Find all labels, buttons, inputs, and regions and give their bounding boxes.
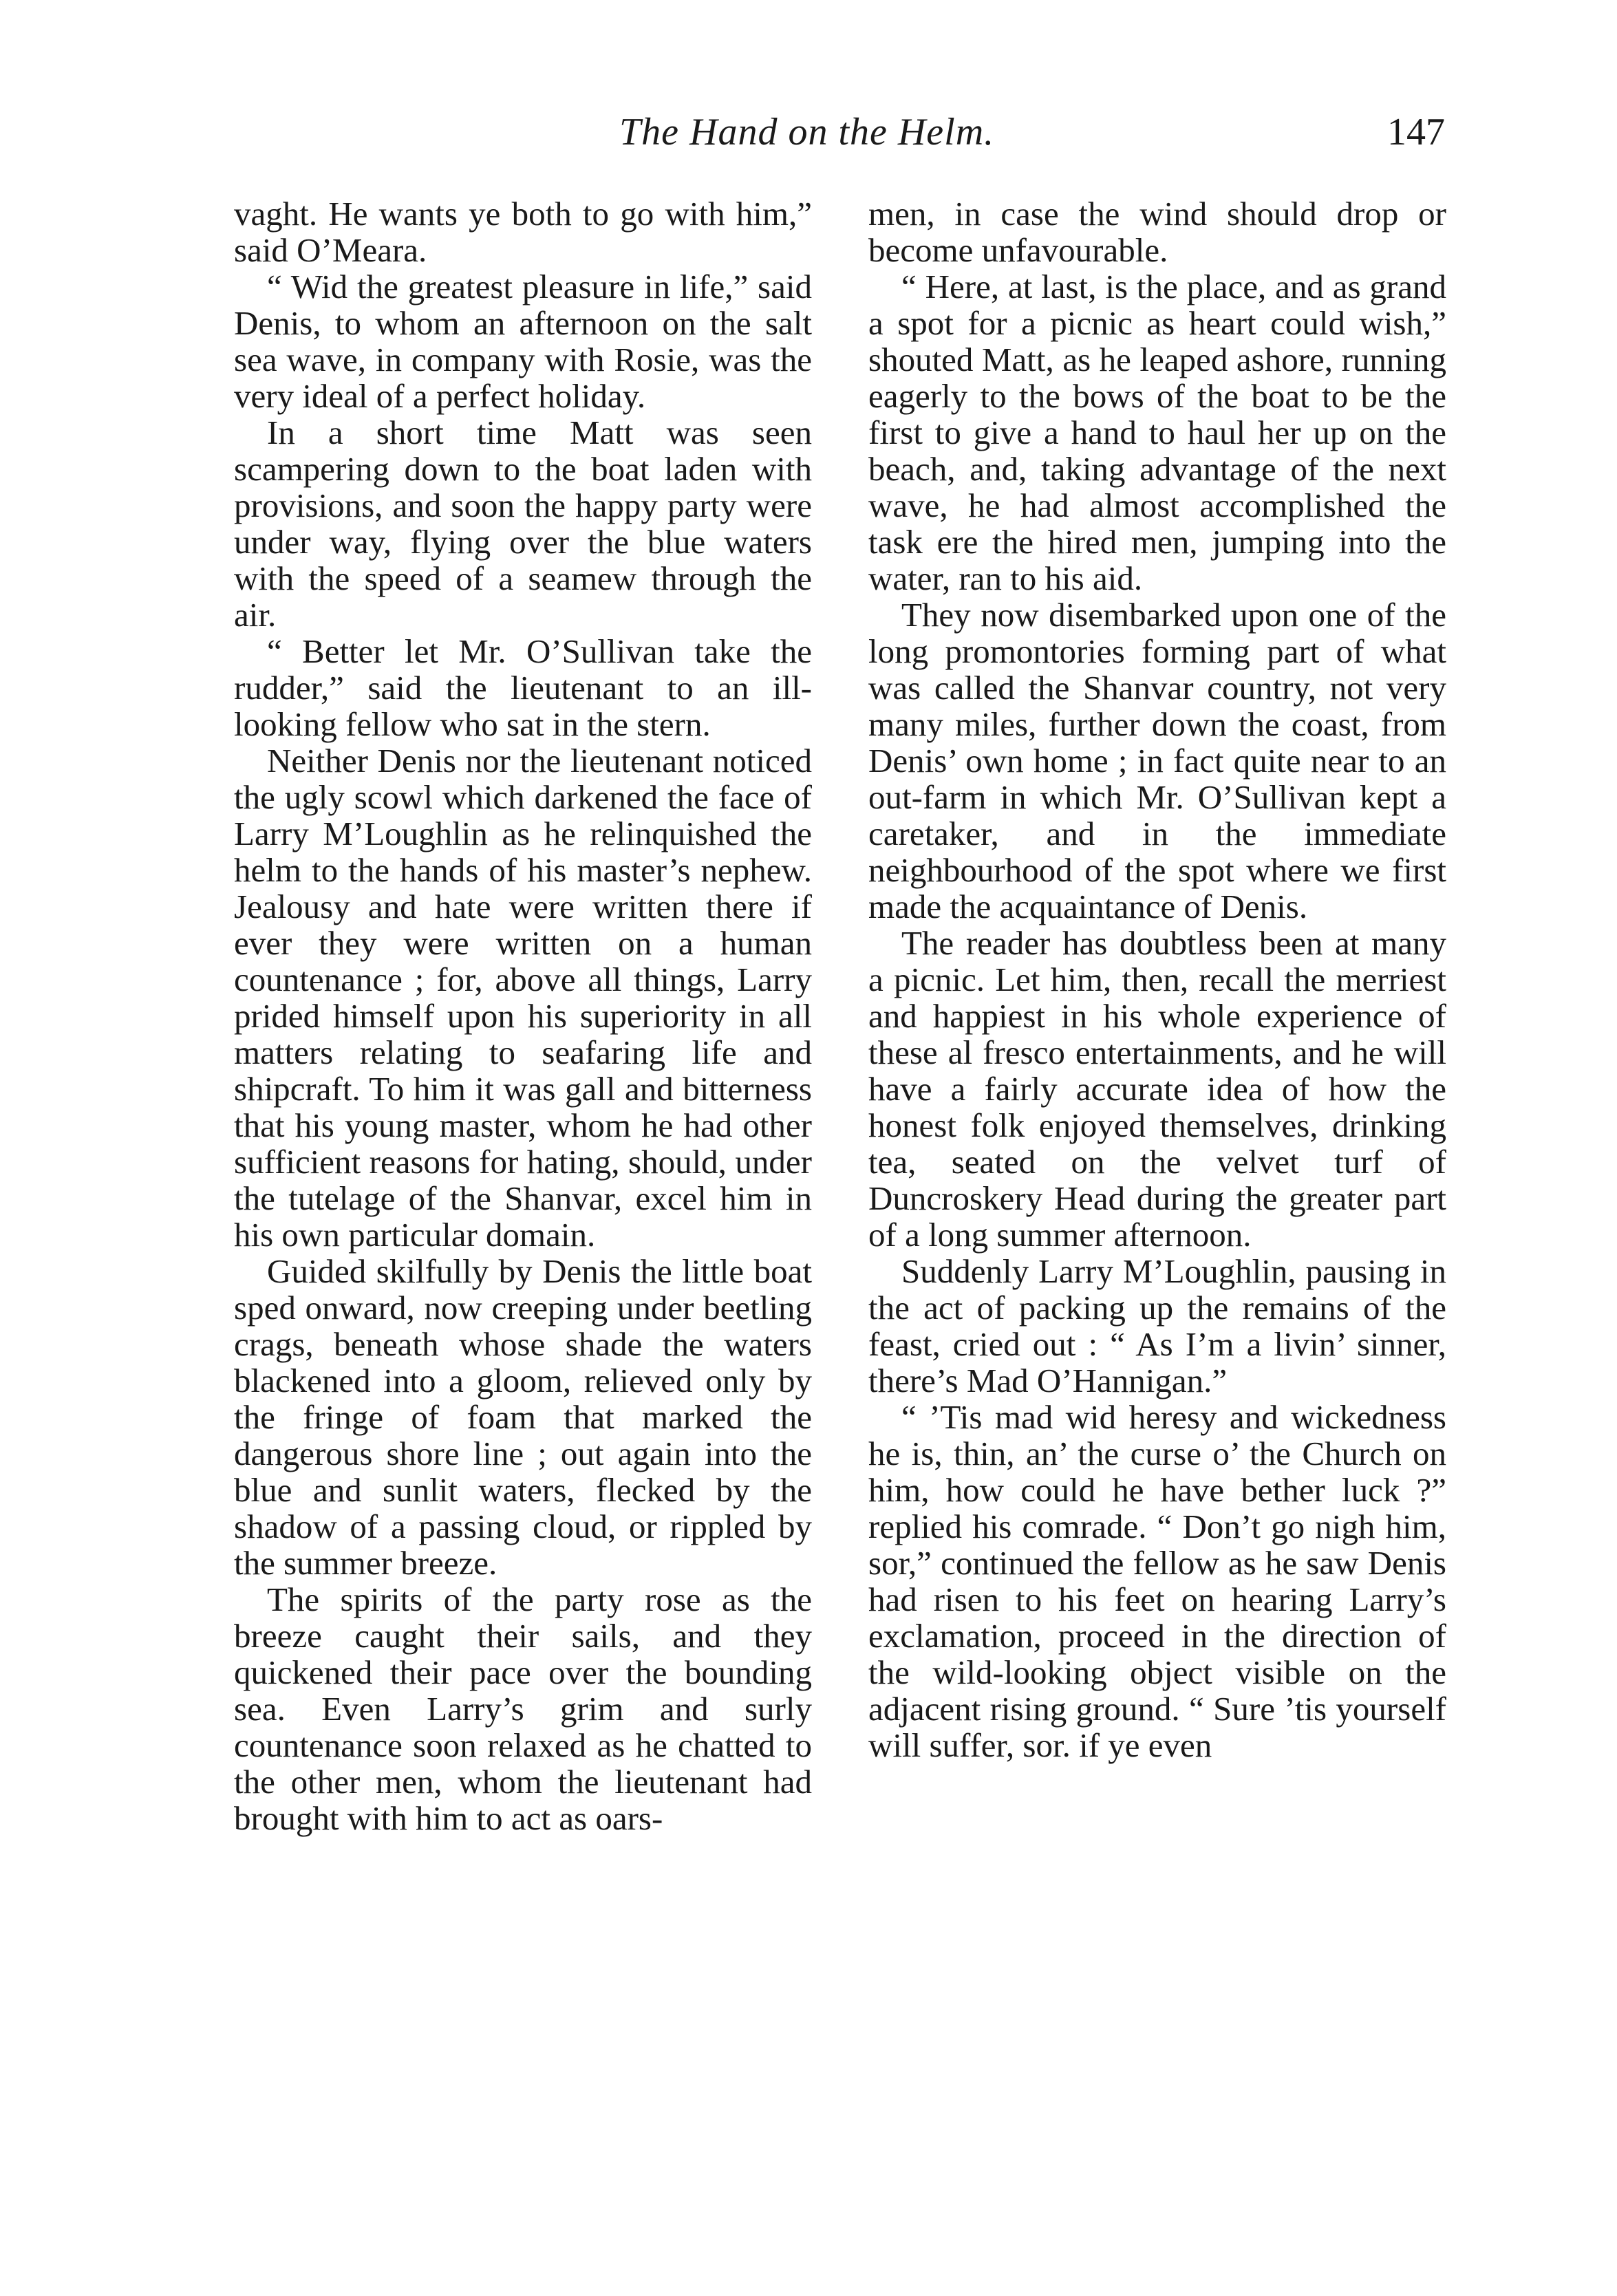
- paragraph: Neither Denis nor the lieutenant noticed the ugly scowl which darkened the face of Larry M’Loughlin as he relinquished the helm to the hands of his master’s nephew. Jealousy and hate were written there if ever they were written on a human countenance ; for, above all things, Larry prided himself upon his superiority in all matters relating to seafaring life and shipcraft. To him it was gall and bitterness that his young master, whom he had other sufficient reasons for hating, should, under the tutelage of the Shanvar, excel him in his own particular domain.: [234, 742, 812, 1254]
- paragraph: Suddenly Larry M’Loughlin, pausing in the act of packing up the remains of the feast, cried out : “ As I’m a livin’ sinner, there’s Mad O’Hannigan.”: [868, 1252, 1446, 1399]
- paragraph: The reader has doubtless been at many a picnic. Let him, then, recall the merriest and happiest in his whole experience of these al fresco entertainments, and he will have a fairly accurate idea of how the honest folk enjoyed themselves, drinking tea, seated on the velvet turf of Duncroskery Head during the greater part of a long summer afternoon.: [868, 924, 1446, 1254]
- paragraph: “ Here, at last, is the place, and as grand a spot for a picnic as heart could wish,” shouted Matt, as he leaped ashore, running eagerly to the bows of the boat to be the first to give a hand to haul her up on the beach, and, taking advantage of the next wave, he had almost accomplished the task ere the hired men, jumping into the water, ran to his aid.: [868, 268, 1446, 597]
- paragraph: They now disembarked upon one of the long promontories forming part of what was called the Shanvar country, not very many miles, further down the coast, from Denis’ own home ; in fact quite near to an out-farm in which Mr. O’Sullivan kept a caretaker, and in the immediate neighbourhood of the spot where we first made the acquaintance of Denis.: [868, 596, 1446, 925]
- running-head: [234, 110, 1445, 165]
- running-title: The Hand on the Helm.: [619, 111, 995, 153]
- paragraph: The spirits of the party rose as the breeze caught their sails, and they quickened their pace over the bounding sea. Even Larry’s grim and surly countenance soon relaxed as he chatted to the other men, whom the lieutenant had brought with him to act as oars-: [234, 1580, 812, 1837]
- paragraph: In a short time Matt was seen scampering down to the boat laden with provisions, and soon the happy party were under way, flying over the blue waters with the speed of a seamew through the air.: [234, 414, 812, 634]
- paragraph: vaght. He wants ye both to go with him,” said O’Meara.: [234, 195, 812, 269]
- paragraph: “ Better let Mr. O’Sullivan take the rudder,” said the lieutenant to an ill-looking fellow who sat in the stern.: [234, 632, 812, 743]
- page-number: 147: [1387, 111, 1445, 153]
- paragraph: Guided skilfully by Denis the little boat sped onward, now creeping under beetling crags, beneath whose shade the waters blackened into a gloom, relieved only by the fringe of foam that marked the dangerous shore line ; out again into the blue and sunlit waters, flecked by the shadow of a passing cloud, or rippled by the summer breeze.: [234, 1252, 812, 1582]
- right-column: [868, 195, 1446, 1763]
- paragraph: “ ’Tis mad wid heresy and wickedness he is, thin, an’ the curse o’ the Church on him, how could he have bether luck ?” replied his comrade. “ Don’t go nigh him, sor,” continued the fellow as he saw Denis had risen to his feet on hearing Larry’s exclamation, proceed in the direction of the wild-looking object visible on the adjacent rising ground. “ Sure ’tis yourself will suffer, sor. if ye even: [868, 1398, 1446, 1764]
- left-column: [234, 195, 812, 1836]
- paragraph: “ Wid the greatest pleasure in life,” said Denis, to whom an afternoon on the salt sea wave, in company with Rosie, was the very ideal of a perfect holiday.: [234, 268, 812, 415]
- paragraph: men, in case the wind should drop or become unfavourable.: [868, 195, 1446, 269]
